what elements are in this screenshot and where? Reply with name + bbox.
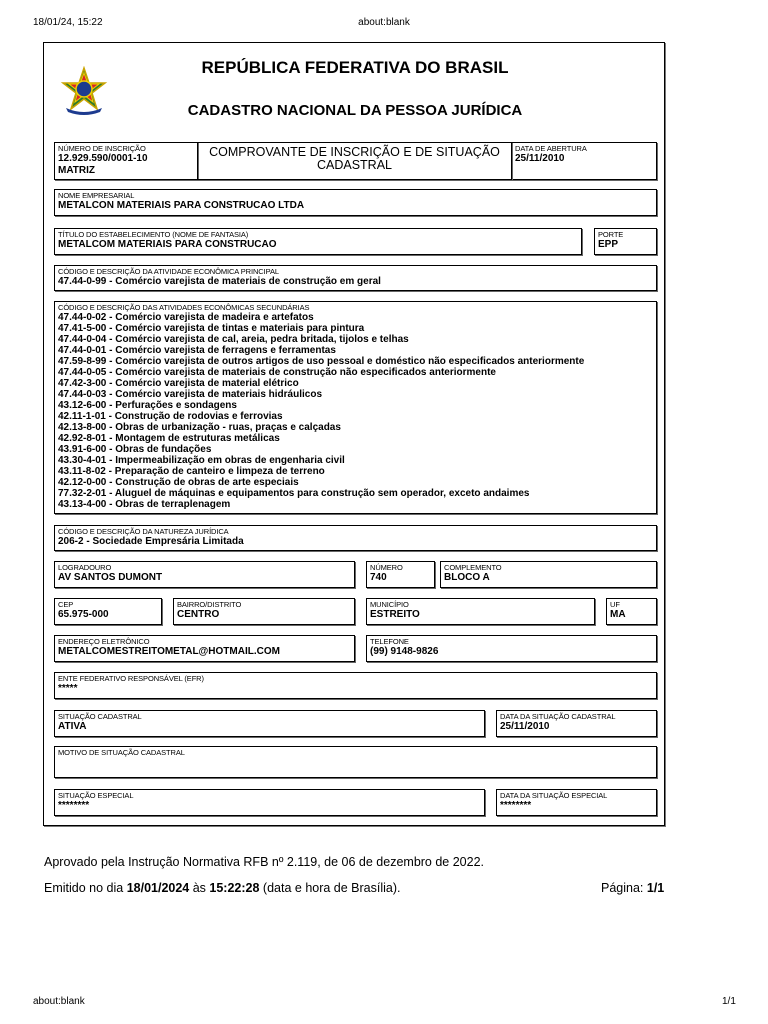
email-label: ENDEREÇO ELETRÔNICO xyxy=(58,637,150,646)
secondary-activity-item: 47.44-0-01 - Comércio varejista de ferragens e ferramentas xyxy=(58,345,336,356)
principal-field xyxy=(54,265,657,291)
emission-note xyxy=(44,881,401,895)
efr-value: ***** xyxy=(58,683,78,694)
numero-field xyxy=(366,561,435,588)
secondary-activity-item: 42.92-8-01 - Montagem de estruturas metálicas xyxy=(58,433,280,444)
print-footer-url: about:blank xyxy=(33,996,85,1007)
uf-value: MA xyxy=(610,609,626,620)
logradouro-value: AV SANTOS DUMONT xyxy=(58,572,163,583)
fantasia-field xyxy=(54,228,582,255)
bairro-field xyxy=(173,598,355,625)
telefone-value: (99) 9148-9826 xyxy=(370,646,439,657)
secondary-activity-item: 77.32-2-01 - Aluguel de máquinas e equipamentos para construção sem operador, exceto andaimes xyxy=(58,488,530,499)
secondary-activity-item: 43.13-4-00 - Obras de terraplenagem xyxy=(58,499,231,510)
establishment-type-value: MATRIZ xyxy=(58,165,96,176)
secondary-activities-box xyxy=(54,301,657,514)
telefone-field xyxy=(366,635,657,662)
email-value: METALCOMESTREITOMETAL@HOTMAIL.COM xyxy=(58,646,280,657)
secondary-activity-item: 47.59-8-99 - Comércio varejista de outros artigos de uso pessoal e doméstico não especificados anteriormente xyxy=(58,356,585,367)
emission-suffix: (data e hora de Brasília). xyxy=(259,881,401,895)
efr-label: ENTE FEDERATIVO RESPONSÁVEL (EFR) xyxy=(58,674,204,683)
emission-time: 15:22:28 xyxy=(209,881,260,895)
page-label: Página: xyxy=(601,881,647,895)
emission-prefix: Emitido no dia xyxy=(44,881,127,895)
abertura-label: DATA DE ABERTURA xyxy=(515,144,587,153)
motivo-label: MOTIVO DE SITUAÇÃO CADASTRAL xyxy=(58,748,185,757)
cep-value: 65.975-000 xyxy=(58,609,109,620)
porte-label: PORTE xyxy=(598,230,624,239)
bairro-value: CENTRO xyxy=(177,609,220,620)
especial-value: ******** xyxy=(58,800,90,811)
email-field xyxy=(54,635,355,662)
secondary-activity-item: 47.44-0-05 - Comércio varejista de materiais de construção não especificados anteriormente xyxy=(58,367,496,378)
natureza-field xyxy=(54,525,657,551)
registry-title: CADASTRO NACIONAL DA PESSOA JURÍDICA xyxy=(187,102,523,119)
porte-field xyxy=(594,228,657,255)
principal-label: CÓDIGO E DESCRIÇÃO DA ATIVIDADE ECONÔMICA PRINCIPAL xyxy=(58,267,279,276)
uf-field xyxy=(606,598,657,625)
logradouro-field xyxy=(54,561,355,588)
secondary-activity-item: 43.91-6-00 - Obras de fundações xyxy=(58,444,212,455)
secondary-activity-item: 47.42-3-00 - Comércio varejista de material elétrico xyxy=(58,378,299,389)
secondary-activity-item: 42.13-8-00 - Obras de urbanização - ruas, praças e calçadas xyxy=(58,422,341,433)
inscricao-label: NÚMERO DE INSCRIÇÃO xyxy=(58,144,146,153)
data-situacao-field xyxy=(496,710,657,737)
nome-label: NOME EMPRESARIAL xyxy=(58,191,135,200)
page-number xyxy=(601,881,664,895)
municipio-value: ESTREITO xyxy=(370,609,420,620)
cep-field xyxy=(54,598,162,625)
secondary-activity-item: 47.44-0-02 - Comércio varejista de madeira e artefatos xyxy=(58,312,314,323)
print-datetime: 18/01/24, 15:22 xyxy=(33,17,103,28)
secondary-activity-item: 43.11-8-02 - Preparação de canteiro e limpeza de terreno xyxy=(58,466,325,477)
secondary-activity-item: 47.44-0-03 - Comércio varejista de materiais hidráulicos xyxy=(58,389,323,400)
numero-label: NÚMERO xyxy=(370,563,403,572)
porte-value: EPP xyxy=(598,239,619,250)
principal-value: 47.44-0-99 - Comércio varejista de materiais de construção em geral xyxy=(58,276,381,287)
country-title: REPÚBLICA FEDERATIVA DO BRASIL xyxy=(201,58,509,77)
data-especial-label: DATA DA SITUAÇÃO ESPECIAL xyxy=(500,791,608,800)
inscricao-field xyxy=(54,142,198,180)
complemento-field xyxy=(440,561,657,588)
logradouro-label: LOGRADOURO xyxy=(58,563,112,572)
secondary-activities-label: CÓDIGO E DESCRIÇÃO DAS ATIVIDADES ECONÔMICAS SECUNDÁRIAS xyxy=(58,303,310,312)
data-especial-value: ******** xyxy=(500,800,532,811)
situacao-field xyxy=(54,710,485,737)
print-page-count: 1/1 xyxy=(722,996,736,1007)
abertura-value: 25/11/2010 xyxy=(515,153,565,164)
approval-note: Aprovado pela Instrução Normativa RFB nº 2.119, de 06 de dezembro de 2022. xyxy=(44,855,485,869)
efr-field xyxy=(54,672,657,699)
uf-label: UF xyxy=(610,600,620,609)
nome-value: METALCON MATERIAIS PARA CONSTRUCAO LTDA xyxy=(58,200,305,211)
emission-date: 18/01/2024 xyxy=(126,881,190,895)
motivo-field xyxy=(54,746,657,778)
secondary-activity-item: 43.12-6-00 - Perfurações e sondagens xyxy=(58,400,237,411)
complemento-label: COMPLEMENTO xyxy=(444,563,502,572)
bairro-label: BAIRRO/DISTRITO xyxy=(177,600,242,609)
secondary-activity-item: 42.12-0-00 - Construção de obras de arte especiais xyxy=(58,477,299,488)
situacao-value: ATIVA xyxy=(58,721,87,732)
secondary-activity-item: 42.11-1-01 - Construção de rodovias e ferrovias xyxy=(58,411,283,422)
inscricao-value: 12.929.590/0001-10 xyxy=(58,153,148,164)
abertura-field xyxy=(511,142,657,180)
fantasia-value: METALCOM MATERIAIS PARA CONSTRUCAO xyxy=(58,239,277,250)
secondary-activity-item: 43.30-4-01 - Impermeabilização em obras de engenharia civil xyxy=(58,455,345,466)
cep-label: CEP xyxy=(58,600,74,609)
natureza-value: 206-2 - Sociedade Empresária Limitada xyxy=(58,536,244,547)
especial-label: SITUAÇÃO ESPECIAL xyxy=(58,791,134,800)
telefone-label: TELEFONE xyxy=(370,637,409,646)
fantasia-label: TÍTULO DO ESTABELECIMENTO (NOME DE FANTASIA) xyxy=(58,230,249,239)
emission-mid: às xyxy=(189,881,210,895)
secondary-activities-list xyxy=(58,312,584,510)
numero-value: 740 xyxy=(370,572,387,583)
data-situacao-label: DATA DA SITUAÇÃO CADASTRAL xyxy=(500,712,616,721)
complemento-value: BLOCO A xyxy=(444,572,490,583)
municipio-field xyxy=(366,598,595,625)
especial-field xyxy=(54,789,485,816)
print-title: about:blank xyxy=(358,17,410,28)
natureza-label: CÓDIGO E DESCRIÇÃO DA NATUREZA JURÍDICA xyxy=(58,527,229,536)
page-value: 1/1 xyxy=(646,881,665,895)
municipio-label: MUNICÍPIO xyxy=(370,600,409,609)
situacao-label: SITUAÇÃO CADASTRAL xyxy=(58,712,142,721)
secondary-activity-item: 47.41-5-00 - Comércio varejista de tintas e materiais para pintura xyxy=(58,323,365,334)
data-especial-field xyxy=(496,789,657,816)
document-title-box xyxy=(197,142,512,180)
nome-field xyxy=(54,189,657,216)
secondary-activity-item: 47.44-0-04 - Comércio varejista de cal, areia, pedra britada, tijolos e telhas xyxy=(58,334,409,345)
document-title: COMPROVANTE DE INSCRIÇÃO E DE SITUAÇÃO CADASTRAL xyxy=(209,145,500,172)
data-situacao-value: 25/11/2010 xyxy=(500,721,550,732)
